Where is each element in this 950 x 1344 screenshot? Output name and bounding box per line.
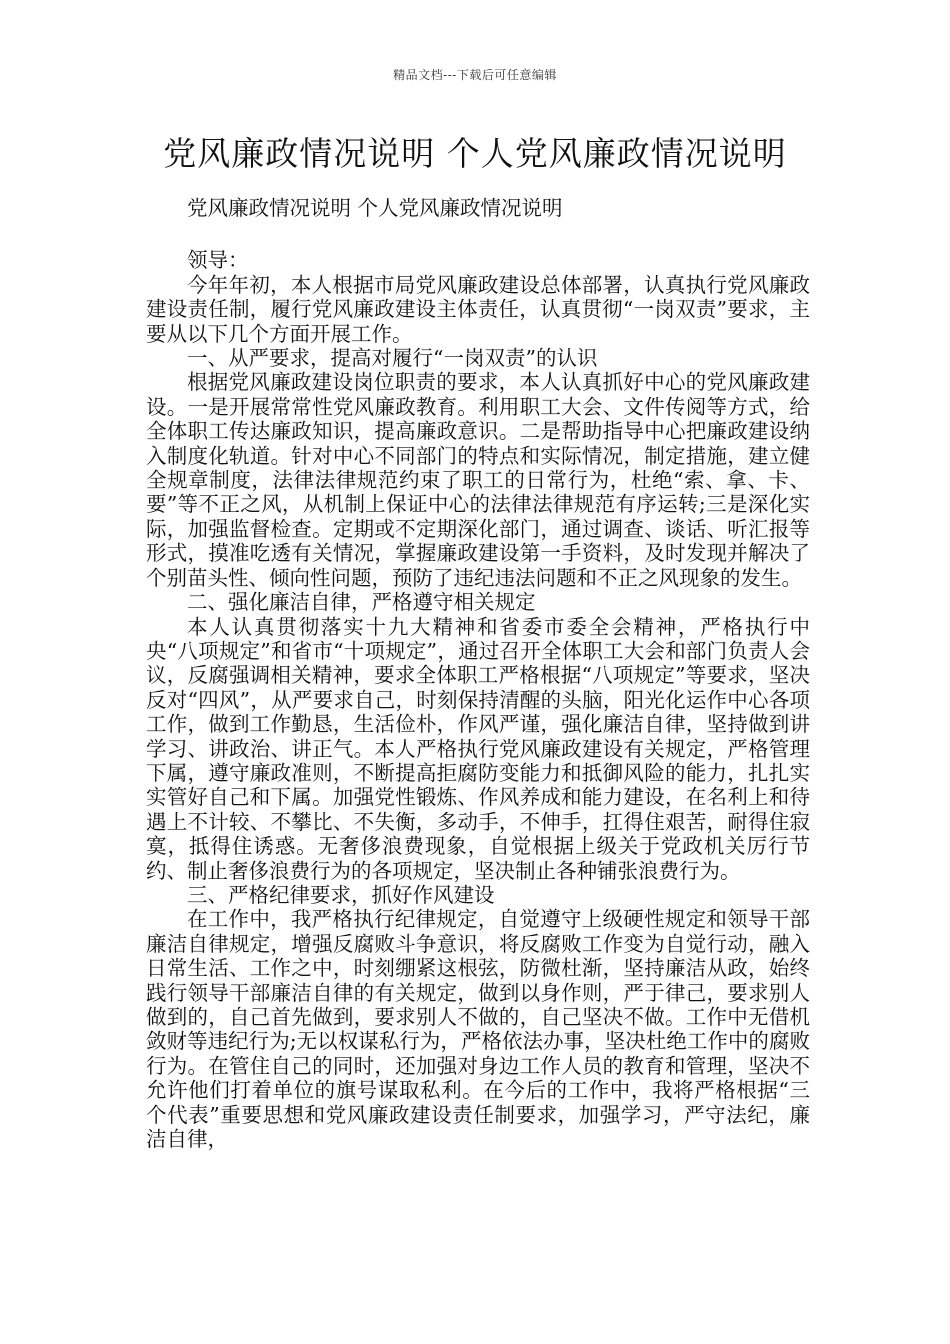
section-paragraph-2: 本人认真贯彻落实十九大精神和省委市委全会精神，严格执行中央“八项规定”和省市“十项规定”，通过召开全体职工大会和部门负责人会议，反腐强调相关精神，要求全体职工严格根据“八项规定”等要求，坚决反对“四风”，从严要求自己，时刻保持清醒的头脑，阳光化运作中心各项工作，做到工作勤恳，生活俭朴，作风严谨，强化廉洁自律，坚持做到讲学习、讲政治、讲正气。本人严格执行党风廉政建设有关规定，严格管理下属，遵守廉政准则，不断提高拒腐防变能力和抵御风险的能力，扎扎实实管好自己和下属。加强党性锻炼、作风养成和能力建设，在名利上和待遇上不计较、不攀比、不失衡，多动手，不伸手，扛得住艰苦，耐得住寂寞，抵得住诱惑。无奢侈浪费现象，自觉根据上级关于党政机关厉行节约、制止奢侈浪费行为的各项规定，坚决制止各种铺张浪费行为。 — [146, 614, 810, 883]
intro-paragraph: 今年年初，本人根据市局党风廉政建设总体部署，认真执行党风廉政建设责任制，履行党风廉政建设主体责任，认真贯彻“一岗双责”要求，主要从以下几个方面开展工作。 — [146, 272, 810, 346]
document-subtitle: 党风廉政情况说明 个人党风廉政情况说明 — [187, 196, 563, 220]
header-note: 精品文档---下载后可任意编辑 — [393, 68, 557, 82]
section-heading-2: 二、强化廉洁自律，严格遵守相关规定 — [187, 590, 536, 615]
section-heading-1: 一、从严要求，提高对履行“一岗双责”的认识 — [187, 346, 598, 371]
greeting-line: 领导： — [187, 248, 249, 273]
document-title: 党风廉政情况说明 个人党风廉政情况说明 — [163, 134, 787, 173]
document-body — [146, 196, 810, 1151]
section-heading-3: 三、严格纪律要求，抓好作风建设 — [187, 882, 495, 907]
section-paragraph-1: 根据党风廉政建设岗位职责的要求，本人认真抓好中心的党风廉政建设。一是开展常常性党风廉政教育。利用职工大会、文件传阅等方式，给全体职工传达廉政知识，提高廉政意识。二是帮助指导中心把廉政建设纳入制度化轨道。针对中心不同部门的特点和实际情况，制定措施，建立健全规章制度，法律法律规范约束了职工的日常行为，杜绝“索、拿、卡、要”等不正之风，从机制上保证中心的法律法律规范有序运转;三是深化实际，加强监督检查。定期或不定期深化部门，通过调查、谈话、听汇报等形式，摸准吃透有关情况，掌握廉政建设第一手资料，及时发现并解决了个别苗头性、倾向性问题，预防了违纪违法问题和不正之风现象的发生。 — [146, 370, 810, 590]
section-paragraph-3: 在工作中，我严格执行纪律规定，自觉遵守上级硬性规定和领导干部廉洁自律规定，增强反腐败斗争意识，将反腐败工作变为自觉行动，融入日常生活、工作之中，时刻绷紧这根弦，防微杜渐，坚持廉洁从政，始终践行领导干部廉洁自律的有关规定，做到以身作则，严于律己，要求别人做到的，自己首先做到，要求别人不做的，自己坚决不做。工作中无借机敛财等违纪行为;无以权谋私行为，严格依法办事，坚决杜绝工作中的腐败行为。在管住自己的同时，还加强对身边工作人员的教育和管理，坚决不允许他们打着单位的旗号谋取私利。在今后的工作中，我将严格根据“三个代表”重要思想和党风廉政建设责任制要求，加强学习，严守法纪，廉洁自律， — [146, 907, 810, 1152]
